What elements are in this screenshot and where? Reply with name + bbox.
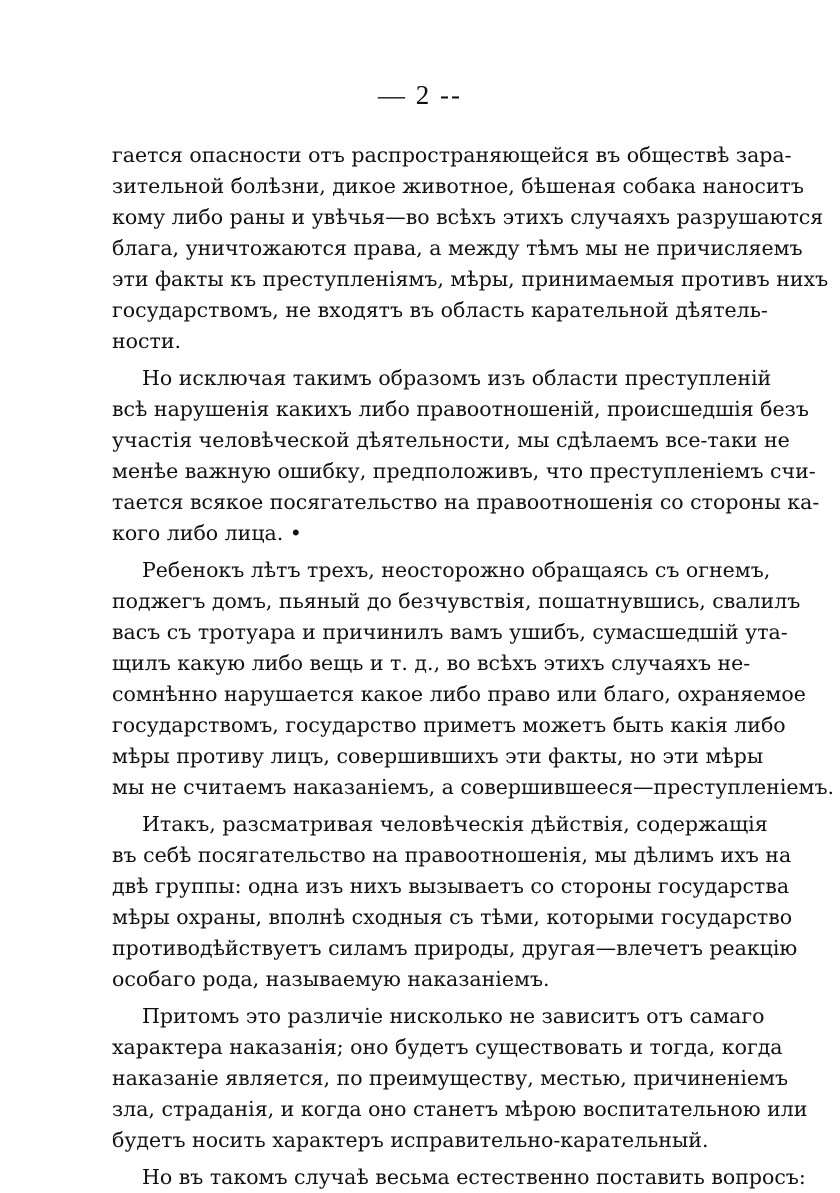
text-line: поджегъ домъ, пьяный до безчувствія, пошатнувшись, свалилъ [112,589,801,613]
text-line: кому либо раны и увѣчья—во всѣхъ этихъ случаяхъ разрушаются [112,205,824,229]
text-line: блага, уничтожаются права, а между тѣмъ мы не причисляемъ [112,236,803,260]
paragraph [112,140,829,357]
paragraph [112,1162,806,1193]
text-line: противодѣйствуетъ силамъ природы, другая—влечетъ реакцію [112,936,798,960]
text-line: наказаніе является, по преимуществу, местью, причиненіемъ [112,1066,789,1090]
text-line: мѣры охраны, вполнѣ сходныя съ тѣми, которыми государство [112,905,793,929]
text-line: Но въ такомъ случаѣ весьма естественно поставить вопросъ: [142,1165,806,1189]
text-line: всѣ нарушенія какихъ либо правоотношеній, происшедшія безъ [112,397,809,421]
paragraph [112,555,835,803]
text-line: Итакъ, разсматривая человѣческія дѣйствія, содержащія [142,812,768,836]
text-line: васъ съ тротуара и причинилъ вамъ ушибъ, сумасшедшій ута- [112,620,788,644]
text-line: гается опасности отъ распространяющейся въ обществѣ зара- [112,143,792,167]
paragraph [112,809,798,995]
text-line: Притомъ это различіе нисколько не зависитъ отъ самаго [142,1004,765,1028]
text-line: Но исключая такимъ образомъ изъ области преступленій [142,366,772,390]
text-line: государствомъ, государство приметъ можетъ быть какія либо [112,713,786,737]
text-line: эти факты къ преступленіямъ, мѣры, принимаемыя противъ нихъ [112,267,829,291]
text-line: двѣ группы: одна изъ нихъ вызываетъ со стороны государства [112,874,790,898]
text-line: характера наказанія; оно будетъ существовать и тогда, когда [112,1035,783,1059]
paragraph [112,363,820,549]
text-line: зла, страданія, и когда оно станетъ мѣрою воспитательною или [112,1097,808,1121]
text-line: тается всякое посягательство на правоотношенія со стороны ка- [112,490,820,514]
text-line: кого либо лица. • [112,521,302,545]
text-line: Ребенокъ лѣтъ трехъ, неосторожно обращаясь съ огнемъ, [142,558,771,582]
text-line: государствомъ, не входятъ въ область карательной дѣятель- [112,298,768,322]
text-line: мы не считаемъ наказаніемъ, а совершившееся—преступленіемъ. [112,775,835,799]
text-line: зительной болѣзни, дикое животное, бѣшеная собака наноситъ [112,174,804,198]
body-text [112,140,835,1193]
text-line: менѣе важную ошибку, предположивъ, что преступленіемъ счи- [112,459,816,483]
text-line: щилъ какую либо вещь и т. д., во всѣхъ этихъ случаяхъ не- [112,651,751,675]
text-line: мѣры противу лицъ, совершившихъ эти факты, но эти мѣры [112,744,764,768]
text-line: особаго рода, называемую наказаніемъ. [112,967,550,991]
text-line: участія человѣческой дѣятельности, мы сдѣлаемъ все-таки не [112,428,790,452]
text-line: ности. [112,329,182,353]
text-line: будетъ носить характеръ исправительно-карательный. [112,1128,709,1152]
paragraph [112,1001,808,1156]
page-number: — 2 -- [378,80,462,110]
text-line: въ себѣ посягательство на правоотношенія, мы дѣлимъ ихъ на [112,843,792,867]
text-line: сомнѣнно нарушается какое либо право или благо, охраняемое [112,682,806,706]
